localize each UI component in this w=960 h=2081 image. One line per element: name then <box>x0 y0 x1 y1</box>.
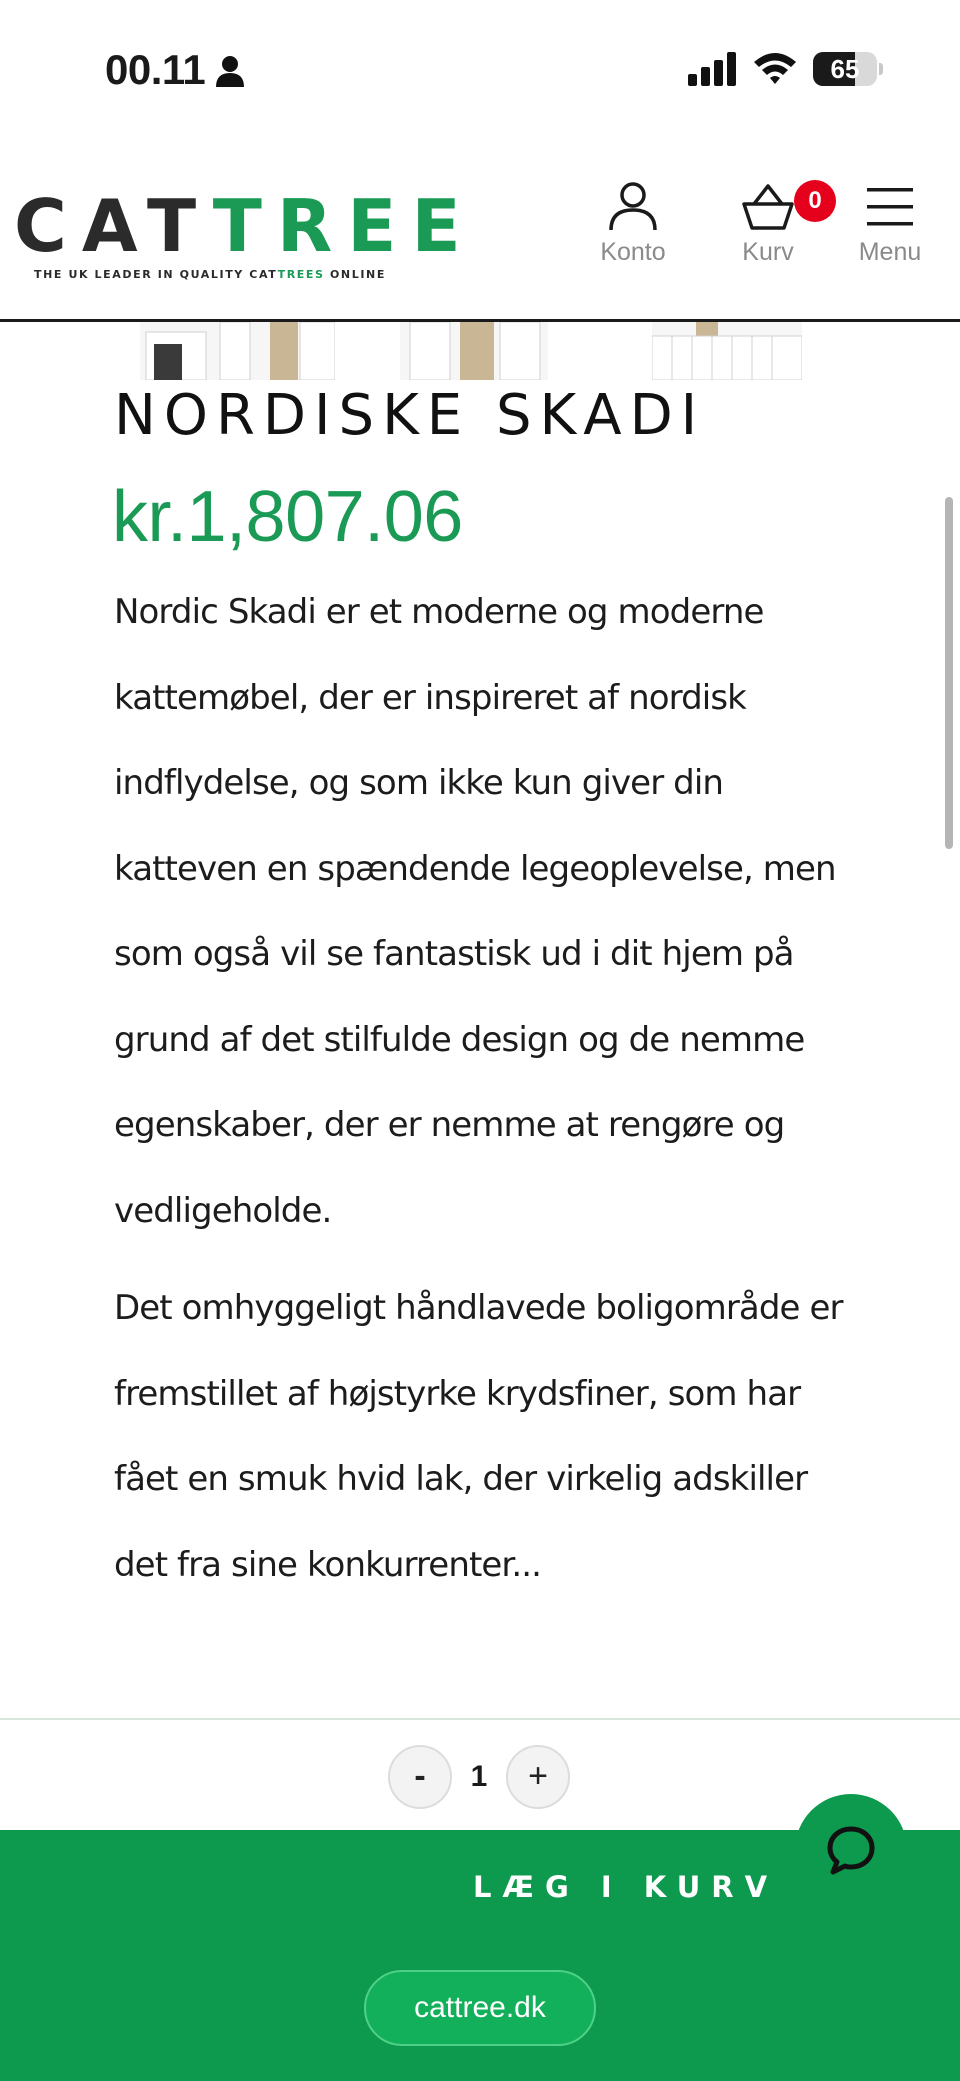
battery-tip <box>879 63 883 75</box>
product-description <box>114 570 854 1620</box>
product-image-1[interactable] <box>140 322 335 380</box>
page-scrollbar[interactable] <box>945 497 953 849</box>
logo-tagline-start: THE UK LEADER IN QUALITY CAT <box>34 268 278 281</box>
logo-word-tree: TREE <box>212 184 476 268</box>
logo-word-cat: CAT <box>14 184 213 268</box>
logo-tagline-trees: TREES <box>277 268 325 281</box>
menu-label: Menu <box>858 238 922 266</box>
menu-button[interactable] <box>852 180 928 267</box>
quantity-value[interactable]: 1 <box>470 1760 488 1793</box>
user-icon <box>607 180 659 232</box>
battery-indicator <box>813 52 877 86</box>
logo-tagline <box>14 268 476 281</box>
status-bar <box>0 0 960 130</box>
battery-level: 65 <box>830 54 860 84</box>
logo-wordmark <box>14 184 476 268</box>
hamburger-menu-icon <box>865 180 915 232</box>
cart-label: Kurv <box>742 238 794 266</box>
account-label: Konto <box>600 238 666 266</box>
chat-button[interactable] <box>795 1794 907 1906</box>
cart-button[interactable] <box>730 180 822 267</box>
divider <box>0 1718 960 1720</box>
quantity-stepper <box>388 1745 568 1809</box>
cattree-logo[interactable] <box>14 184 476 281</box>
product-image-3[interactable] <box>652 322 802 380</box>
add-to-cart-label: LÆG I KURV <box>473 1870 779 1904</box>
site-header <box>0 130 960 322</box>
description-paragraph-2: Det omhyggeligt håndlavede boligområde er fremstillet af højstyrke krydsfiner, som har fået en smuk hvid lak, der virkelig adskiller det fra sine konkurrenter... <box>114 1288 843 1585</box>
product-image-strip[interactable] <box>0 322 960 380</box>
wifi-icon <box>752 50 798 86</box>
product-price: kr.1,807.06 <box>112 477 463 557</box>
basket-icon <box>740 180 796 232</box>
account-button[interactable] <box>595 180 671 267</box>
product-image-2[interactable] <box>400 322 548 380</box>
description-paragraph-1: Nordic Skadi er et moderne og moderne kattemøbel, der er inspireret af nordisk indflydelse, og som ikke kun giver din katteven en spændende legeoplevelse, men som også vil se fantastisk ud i dit hjem på grund af det stilfulde design og de nemme egenskaber, der er nemme at rengøre og vedligeholde. <box>114 592 836 1231</box>
quantity-increase-button[interactable]: + <box>506 1745 570 1809</box>
browser-url-bar[interactable]: cattree.dk <box>364 1970 596 2046</box>
cart-count-badge: 0 <box>794 180 836 222</box>
quantity-decrease-button[interactable]: - <box>388 1745 452 1809</box>
chat-icon <box>825 1824 877 1876</box>
cellular-signal-icon <box>688 52 738 86</box>
product-title: NORDISKE SKADI <box>114 383 706 448</box>
status-time: 00.11 <box>105 46 206 93</box>
logo-tagline-end: ONLINE <box>324 268 386 281</box>
person-icon <box>215 55 245 87</box>
